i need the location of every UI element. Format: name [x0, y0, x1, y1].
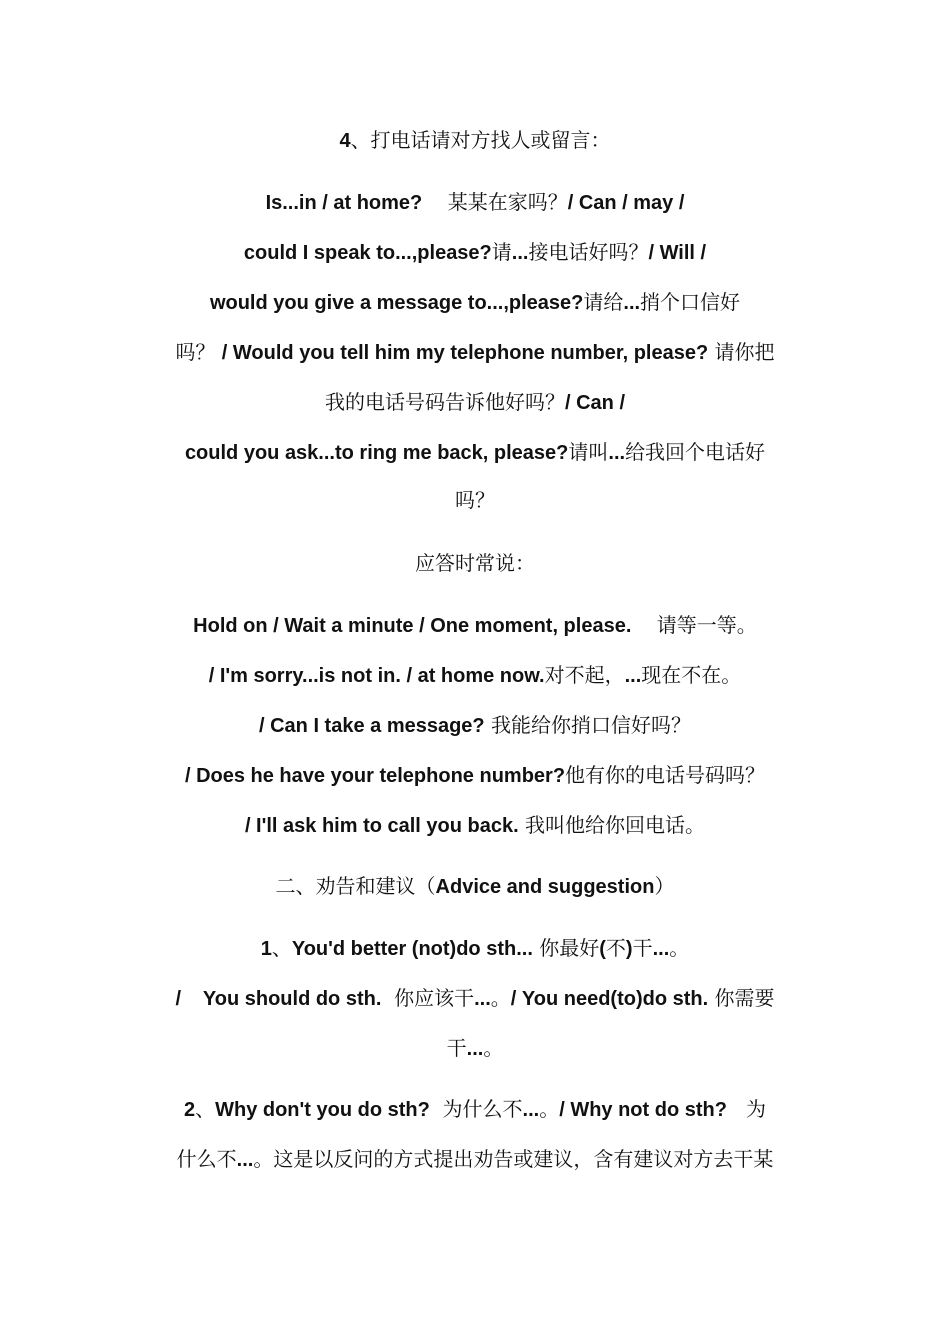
- chinese-run: 请等一等。: [631, 613, 757, 637]
- chinese-run: 不: [605, 936, 626, 960]
- english-run: Why don't you do sth?: [215, 1099, 430, 1121]
- english-run: could you ask...to ring me back, please?: [184, 442, 569, 464]
- english-run: / Can /: [564, 392, 625, 414]
- chinese-run: 为: [726, 1097, 767, 1121]
- english-run: / Can / may /: [567, 192, 685, 214]
- chinese-run: 请叫: [568, 440, 609, 464]
- english-run: ): [625, 938, 633, 960]
- chinese-run: 。: [483, 1036, 504, 1060]
- chinese-run: 干: [446, 1036, 467, 1060]
- english-run: 4: [339, 130, 351, 152]
- english-run: You'd better (not)do sth...: [291, 938, 533, 960]
- chinese-run: 、: [271, 936, 292, 960]
- english-run: would you give a message to...,please?: [209, 292, 584, 314]
- english-run: ...: [652, 938, 670, 960]
- text-line: [0, 933, 950, 964]
- text-line: [0, 710, 950, 741]
- english-run: ...: [624, 665, 642, 687]
- english-run: (: [599, 938, 606, 960]
- text-line: [0, 1094, 950, 1125]
- text-line: [0, 287, 950, 318]
- subheading-replies: [0, 548, 950, 578]
- english-run: ...: [466, 1038, 484, 1060]
- chinese-run: 、: [195, 1097, 216, 1121]
- chinese-run: 。这是以反问的方式提出劝告或建议，含有建议对方去干某: [253, 1147, 774, 1171]
- text-line: [0, 437, 950, 468]
- chinese-run: 应答时常说：: [415, 551, 535, 575]
- text-line: [0, 187, 950, 218]
- chinese-run: 我的电话号码告诉他好吗？: [324, 390, 565, 414]
- chinese-run: 干: [632, 936, 653, 960]
- text-line: [0, 237, 950, 268]
- heading-phone-call: [0, 125, 950, 156]
- chinese-run: 什么不: [176, 1147, 237, 1171]
- english-run: / You need(to)do sth.: [510, 988, 709, 1010]
- english-run: Hold on / Wait a minute / One moment, please.: [193, 615, 632, 637]
- chinese-run: 我能给你捎口信好吗？: [484, 713, 692, 737]
- chinese-run: 。: [669, 936, 690, 960]
- english-run: ...: [236, 1149, 254, 1171]
- english-run: ...: [474, 988, 491, 1010]
- chinese-run: 你最好: [532, 936, 600, 960]
- chinese-run: 某某在家吗？: [422, 190, 568, 214]
- text-line: [0, 983, 950, 1014]
- english-run: ...: [623, 292, 641, 314]
- chinese-run: 。: [539, 1097, 560, 1121]
- text-line: [0, 485, 950, 515]
- english-run: / Why not do sth?: [559, 1099, 727, 1121]
- english-run: ...: [608, 442, 626, 464]
- text-line: [0, 760, 950, 791]
- chinese-run: 接电话好吗？: [528, 240, 649, 264]
- english-run: ...: [511, 242, 529, 264]
- text-line: [0, 660, 950, 691]
- text-line: [0, 1144, 950, 1175]
- english-run: could I speak to...,please?: [243, 242, 492, 264]
- text-line: [0, 1033, 950, 1064]
- english-run: ...: [522, 1099, 540, 1121]
- english-run: 1: [260, 938, 272, 960]
- english-run: / I'm sorry...is not in. / at home now.: [208, 665, 545, 687]
- chinese-run: 给我回个电话好: [625, 440, 766, 464]
- chinese-run: 捎个口信好: [640, 290, 741, 314]
- text-line: [0, 387, 950, 418]
- chinese-run: 我叫他给你回电话。: [518, 813, 706, 837]
- english-run: / You should do sth.: [175, 988, 382, 1010]
- chinese-run: 请给: [583, 290, 624, 314]
- english-run: / Would you tell him my telephone number, please?: [221, 342, 709, 364]
- chinese-run: 。: [490, 986, 511, 1010]
- english-run: Advice and suggestion: [435, 876, 655, 898]
- english-run: / Will /: [648, 242, 707, 264]
- chinese-run: 二、劝告和建议（: [275, 874, 436, 898]
- chinese-run: ）: [654, 874, 675, 898]
- english-run: / I'll ask him to call you back.: [244, 815, 519, 837]
- text-line: [0, 810, 950, 841]
- text-line: [0, 337, 950, 368]
- english-run: / Can I take a message?: [258, 715, 485, 737]
- english-run: / Does he have your telephone number?: [184, 765, 566, 787]
- chinese-run: 吗？: [175, 340, 222, 364]
- chinese-run: 对不起，: [544, 663, 625, 687]
- chinese-run: 请你把: [708, 340, 775, 364]
- chinese-run: 为什么不: [429, 1097, 523, 1121]
- chinese-run: 请: [491, 240, 512, 264]
- chinese-run: 你应该干: [381, 986, 475, 1010]
- english-run: 2: [183, 1099, 196, 1121]
- chinese-run: 现在不在。: [641, 663, 742, 687]
- chinese-run: 他有你的电话号码吗？: [565, 763, 766, 787]
- english-run: Is...in / at home?: [265, 192, 423, 214]
- chinese-run: 你需要: [708, 986, 775, 1010]
- section-heading-advice: [0, 871, 950, 902]
- chinese-run: 吗？: [455, 488, 495, 512]
- chinese-run: 、打电话请对方找人或留言：: [350, 128, 611, 152]
- text-line: [0, 610, 950, 641]
